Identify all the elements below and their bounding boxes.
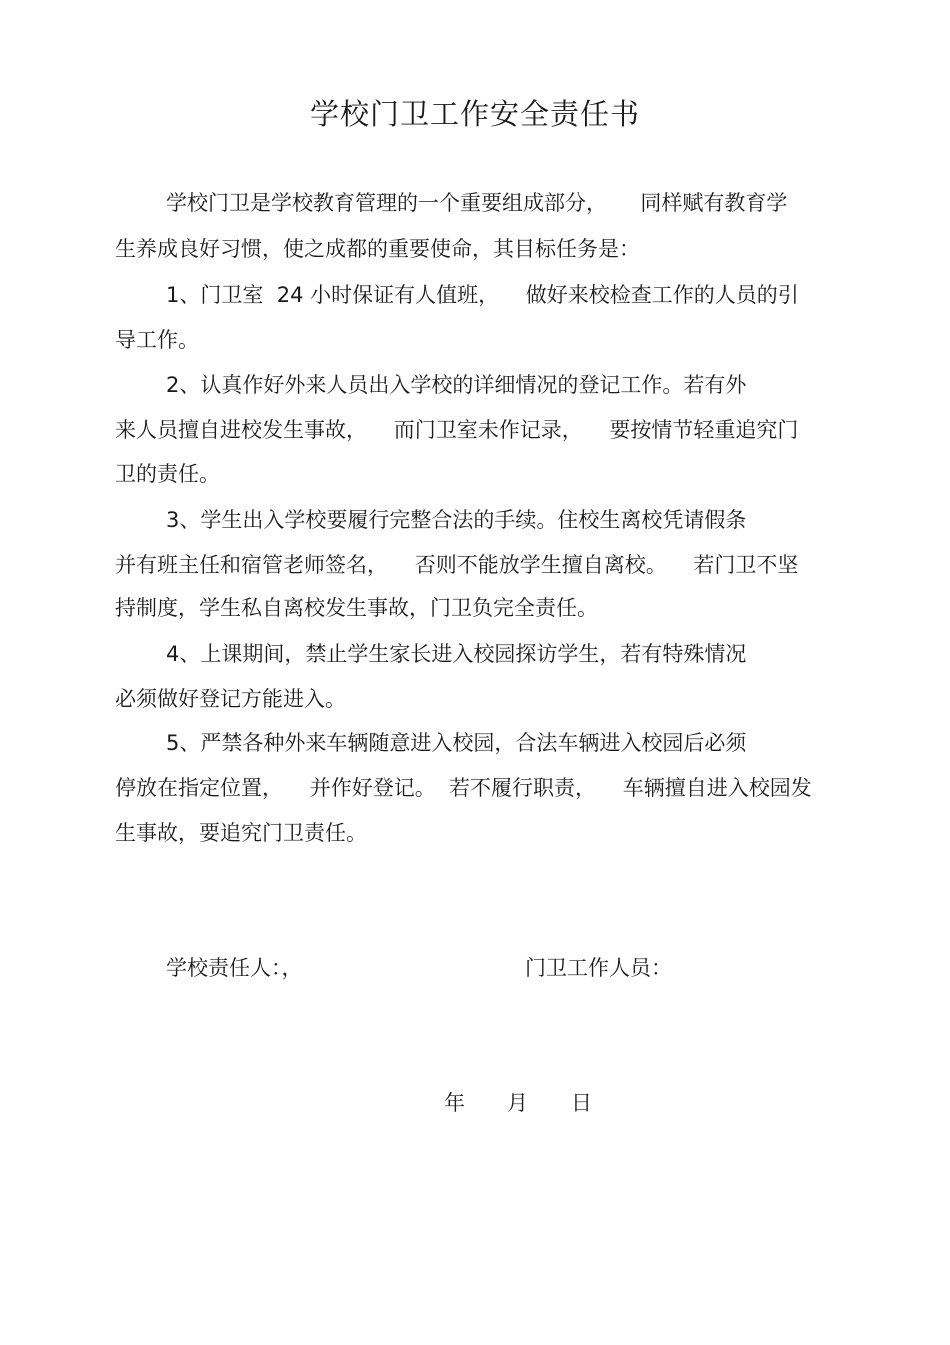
guard-staff-label: 门卫工作人员： xyxy=(525,956,672,980)
item-4-line-2: 必须做好登记方能进入。 xyxy=(115,687,346,711)
item-3-line-2: 并有班主任和宿管老师签名， 否则不能放学生擅自离校。 若门卫不坚 xyxy=(115,553,799,577)
item-1-line-1: 1、门卫室 24 小时保证有人值班， 做好来校检查工作的人员的引 xyxy=(166,283,799,307)
item-4-line-1: 4、上课期间，禁止学生家长进入校园探访学生，若有特殊情况 xyxy=(166,642,747,666)
intro-line-2: 生养成良好习惯，使之成都的重要使命，其目标任务是： xyxy=(115,237,640,261)
school-responsible-label: 学校责任人：， xyxy=(166,956,303,980)
item-2-line-3: 卫的责任。 xyxy=(115,462,220,486)
item-3-line-3: 持制度，学生私自离校发生事故，门卫负完全责任。 xyxy=(115,596,598,620)
date-year: 年 xyxy=(444,1091,465,1115)
intro-line-1: 学校门卫是学校教育管理的一个重要组成部分， 同样赋有教育学 xyxy=(166,191,788,215)
item-5-line-1: 5、严禁各种外来车辆随意进入校园，合法车辆进入校园后必须 xyxy=(166,731,747,755)
date-day: 日 xyxy=(571,1091,592,1115)
date-month: 月 xyxy=(507,1091,528,1115)
document-title: 学校门卫工作安全责任书 xyxy=(309,97,640,131)
item-3-line-1: 3、学生出入学校要履行完整合法的手续。住校生离校凭请假条 xyxy=(166,508,747,532)
item-5-line-2: 停放在指定位置， 并作好登记。 若不履行职责， 车辆擅自进入校园发 xyxy=(115,776,812,800)
item-2-line-1: 2、认真作好外来人员出入学校的详细情况的登记工作。若有外 xyxy=(166,373,747,397)
item-5-line-3: 生事故，要追究门卫责任。 xyxy=(115,821,367,845)
item-2-line-2: 来人员擅自进校发生事故， 而门卫室未作记录， 要按情节轻重追究门 xyxy=(115,418,799,442)
item-1-line-2: 导工作。 xyxy=(115,328,199,352)
